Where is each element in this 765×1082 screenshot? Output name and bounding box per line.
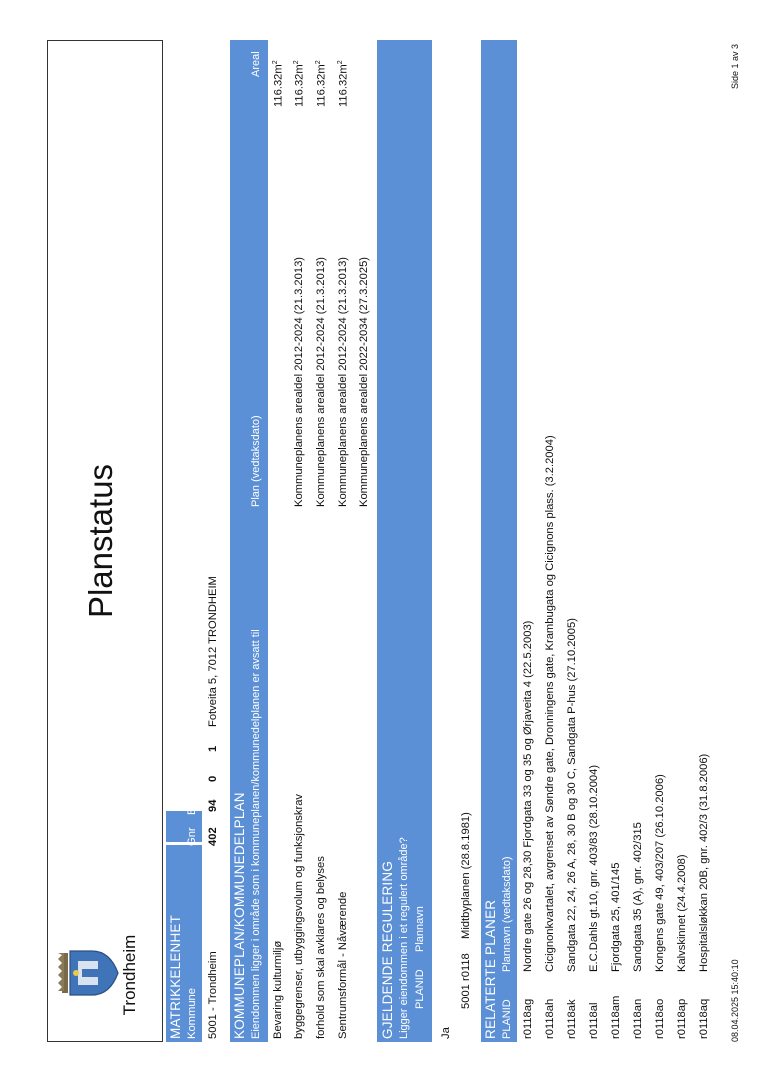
col-regulering-plannavn: Plannavn — [414, 906, 426, 952]
rel-name-3: E.C.Dahls gt.10, gnr. 403/83 (28.10.2004) — [588, 764, 600, 972]
kp-plan-4: Kommuneplanens arealdel 2022-2034 (27.3.2025) — [358, 256, 370, 507]
col-regulering-planid: PLANID — [414, 969, 426, 1009]
rel-name-4: Fjordgata 25, 401/145 — [610, 862, 622, 972]
rel-id-2: r0118ak — [566, 999, 578, 1039]
bnr-value: 94 — [207, 799, 219, 812]
relaterte-title: RELATERTE PLANER — [483, 899, 498, 1039]
kommune-value: 5001 - Trondheim — [207, 951, 219, 1039]
page-title: Planstatus — [82, 463, 119, 619]
rel-id-4: r0118am — [610, 995, 622, 1039]
kp-use-3: Sentrumsformål - Nåværende — [337, 891, 349, 1039]
kp-plan-3: Kommuneplanens arealdel 2012-2024 (21.3.2013) — [337, 256, 349, 507]
footer-page-number: Side 1 av 3 — [730, 43, 740, 89]
snr-value: 1 — [207, 745, 219, 752]
rel-name-1: Cicignonkvartalet, avgrenset av Søndre gate, Dronningens gate, Krambugata og Cicignons plass. (3.2.2004) — [544, 435, 556, 972]
kommuneplan-title: KOMMUNEPLAN/KOMMUNEDELPLAN — [232, 792, 247, 1039]
kommuneplan-subtitle: Eiendommen ligger i område som i kommuneplanen/kommunedelplanen er avsatt til — [250, 629, 262, 1039]
rel-id-3: r0118al — [588, 1002, 600, 1039]
col-kommune: Kommune — [186, 988, 198, 1039]
kp-plan-2: Kommuneplanens arealdel 2012-2024 (21.3.2013) — [315, 256, 327, 507]
col-snr: Snr — [186, 738, 198, 756]
regulering-planid: 5001 r0118 — [460, 953, 472, 1009]
rel-name-7: Kalvskinnet (24.4.2008) — [676, 854, 688, 972]
footer-timestamp: 08.04.2025 15:40:10 — [730, 959, 740, 1042]
gnr-value: 402 — [207, 827, 219, 846]
kp-areal-0: $116.32m^2$ — [272, 60, 285, 107]
rel-id-0: r0118ag — [522, 998, 534, 1039]
col-relaterte-planid: PLANID — [501, 999, 513, 1039]
header-box — [47, 40, 163, 1042]
kp-areal-3: $116.32m^2$ — [337, 60, 350, 107]
regulering-plannavn: Midtbyplanen (28.8.1981) — [460, 812, 472, 939]
rel-id-8: r0118aq — [698, 998, 710, 1039]
rel-id-6: r0118ao — [654, 998, 666, 1039]
regulering-subtitle: Ligger eiendommen i et regulert område? — [398, 837, 410, 1039]
adresse-value: Fotveita 5, 7012 TRONDHEIM — [207, 576, 219, 727]
rel-name-8: Hospitalsløkkan 20B, gnr. 402/3 (31.8.2006) — [698, 753, 710, 972]
rel-id-7: r0118ap — [676, 998, 688, 1039]
rel-name-6: Kongens gate 49, 403/207 (26.10.2006) — [654, 774, 666, 972]
rel-name-2: Sandgata 22, 24, 26 A, 28, 30 B og 30 C, Sandgata P-hus (27.10.2005) — [566, 618, 578, 972]
col-bnr: Bnr — [186, 797, 198, 815]
kp-use-2: forhold som skal avklares og belyses — [315, 856, 327, 1039]
regulering-answer: Ja — [440, 1027, 452, 1039]
rel-name-0: Nordre gate 26 og 28,30 Fjordgata 33 og 35 og Ørjaveita 4 (22.5.2003) — [522, 620, 534, 972]
rel-name-5: Sandgata 35 (A), gnr. 402/315 — [632, 822, 644, 972]
matrikkel-title: MATRIKKELENHET — [168, 914, 183, 1039]
municipality-name: Trondheim — [120, 934, 139, 1016]
col-adresse: Adresse — [186, 685, 198, 727]
kp-use-0: Bevaring kulturmiljø — [272, 940, 284, 1039]
kp-plan-1: Kommuneplanens arealdel 2012-2024 (21.3.2013) — [293, 256, 305, 507]
col-gnr: Gnr — [186, 827, 198, 846]
col-plan: Plan (vedtaksdato) — [250, 415, 262, 507]
col-fnr: Fnr — [186, 768, 198, 785]
kp-use-1: byggegrenser, utbyggingsvolum og funksjonskrav — [293, 793, 305, 1039]
kp-areal-2: $116.32m^2$ — [315, 60, 328, 107]
kp-areal-1: $116.32m^2$ — [293, 60, 306, 107]
rel-id-1: r0118ah — [544, 998, 556, 1039]
col-areal: Areal — [250, 51, 262, 77]
rel-id-5: r0118an — [632, 998, 644, 1039]
fnr-value: 0 — [207, 775, 219, 782]
col-relaterte-plannavn: Plannavn (vedtaksdato) — [501, 856, 513, 972]
regulering-title: GJELDENDE REGULERING — [380, 860, 395, 1039]
